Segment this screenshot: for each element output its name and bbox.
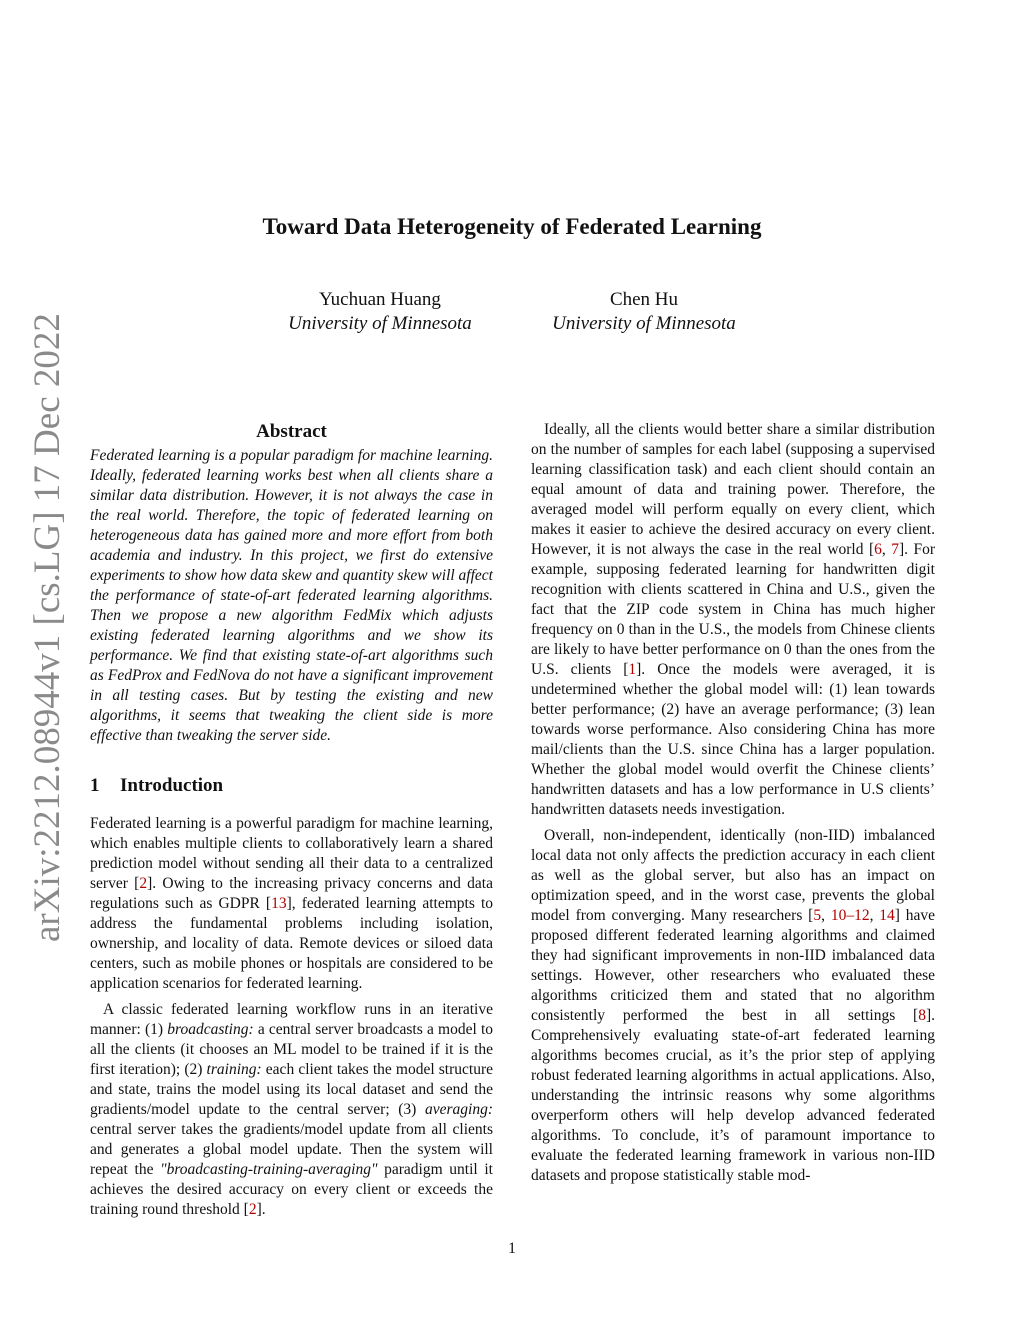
author-affiliation: University of Minnesota <box>288 313 472 334</box>
citation-link[interactable]: 7 <box>891 541 899 558</box>
abstract-heading: Abstract <box>256 421 327 442</box>
intro-paragraph-3: Ideally, all the clients would better share a similar distribution on the number of samples for each label (supposing a supervised learning classification task) and each client should contain an equal amount of data and training power. Therefore, the averaged model will perform equally on every client, which makes it easier to achieve the desired accuracy on every client. However, it is not always the case in the real world [6, 7]. For example, supposing federated learning for handwritten digit recognition with clients scattered in China and U.S., given the fact that the ZIP code system in China has much higher frequency on 0 than in the U.S., the models from Chinese clients are likely to have better performance on 0 than the ones from the U.S. clients [1]. Once the models were averaged, it is undetermined whether the global model will: (1) lean towards better performance; (2) have an average performance; (3) lean towards worse performance. Also considering China has more mail/clients than the U.S. since China has a larger population. Whether the global model would overfit the Chinese clients’ handwritten datasets and has a low performance in U.S clients’ handwritten datasets needs investigation. <box>531 421 936 818</box>
citation-link[interactable]: 8 <box>918 1007 926 1024</box>
left-column <box>90 420 493 1226</box>
citation-link[interactable]: 13 <box>271 895 287 912</box>
citation-link[interactable]: 6 <box>874 541 882 558</box>
author-block <box>494 288 794 336</box>
citation-link[interactable]: 5 <box>813 907 822 924</box>
citation-link[interactable]: 14 <box>879 907 895 924</box>
page-number: 1 <box>508 1240 516 1257</box>
intro-paragraph-4: Overall, non-independent, identically (non-IID) imbalanced local data not only affects the prediction accuracy in each client as well as the global server, but also has an impact on optimization speed, and in the worst case, prevents the global model from converging. Many researchers [5, 10–12, 14] have proposed different federated learning algorithms and claimed they had significant improvements in non-IID imbalanced data settings. However, other researchers who evaluated these algorithms criticized them and stated that no algorithm consistently performed the best in all settings [8]. Comprehensively evaluating state-of-art federated learning algorithms becomes crucial, as it’s the prior step of applying robust federated learning algorithms in actual applications. Also, understanding the intrinsic reasons why some algorithms overperform others will help develop advanced federated algorithms. To conclude, it’s of paramount importance to evaluate the federated learning framework in various non-IID datasets and propose statistically stable mod- <box>531 827 936 1184</box>
citation-link[interactable]: 1 <box>628 661 637 678</box>
author-name: Yuchuan Huang <box>319 289 441 310</box>
arxiv-identifier-stamp: arXiv:2212.08944v1 [cs.LG] 17 Dec 2022 <box>27 313 68 942</box>
author-affiliation: University of Minnesota <box>552 313 736 334</box>
section-title: Introduction <box>120 775 224 796</box>
section-heading-introduction <box>90 774 493 798</box>
section-number: 1 <box>90 775 100 796</box>
paper-title: Toward Data Heterogeneity of Federated Learning <box>262 214 762 239</box>
citation-link[interactable]: 2 <box>248 1201 257 1218</box>
citation-link[interactable]: 2 <box>139 875 148 892</box>
author-block <box>230 288 530 336</box>
citation-link[interactable]: 10 <box>830 907 847 924</box>
intro-paragraph-2: A classic federated learning workflow runs in an iterative manner: (1) broadcasting: a central server broadcasts a model to all the clients (it chooses an ML model to be trained if it is the first iteration); (2) training: each client takes the model structure and state, trains the model using its local dataset and send the gradients/model update to the central server; (3) averaging: central server takes the gradients/model update from all clients and generates a global model update. Then the system will repeat the "broadcasting-training-averaging" paradigm until it achieves the desired accuracy on every client or exceeds the training round threshold [2]. <box>90 1001 494 1218</box>
citation-link[interactable]: 12 <box>854 907 870 924</box>
abstract-text: Federated learning is a popular paradigm for machine learning. Ideally, federated learning works best when all clients share a similar data distribution. However, it is not always the case in the real world. Therefore, the topic of federated learning on heterogeneous data has gained more and more effort from both academia and industry. In this project, we first do extensive experiments to show how data skew and quantity skew will affect the performance of state-of-art federated learning algorithms. Then we propose a new algorithm FedMix which adjusts existing federated learning algorithms and we show its performance. We find that existing state-of-art algorithms such as FedProx and FedNova do not have a significant improvement in all testing cases. But by testing the existing and new algorithms, it seems that tweaking the client side is more effective than tweaking the server side. <box>90 447 493 744</box>
right-column <box>531 420 935 1192</box>
intro-paragraph-1: Federated learning is a powerful paradigm for machine learning, which enables multiple clients to collaboratively learn a shared prediction model without sending all their data to a centralized server [2]. Owing to the increasing privacy concerns and data regulations such as GDPR [13], federated learning attempts to address the fundamental problems including isolation, ownership, and locality of data. Remote devices or siloed data centers, such as mobile phones or hospitals are considered to be application scenarios for federated learning. <box>90 815 493 992</box>
author-name: Chen Hu <box>609 289 679 310</box>
